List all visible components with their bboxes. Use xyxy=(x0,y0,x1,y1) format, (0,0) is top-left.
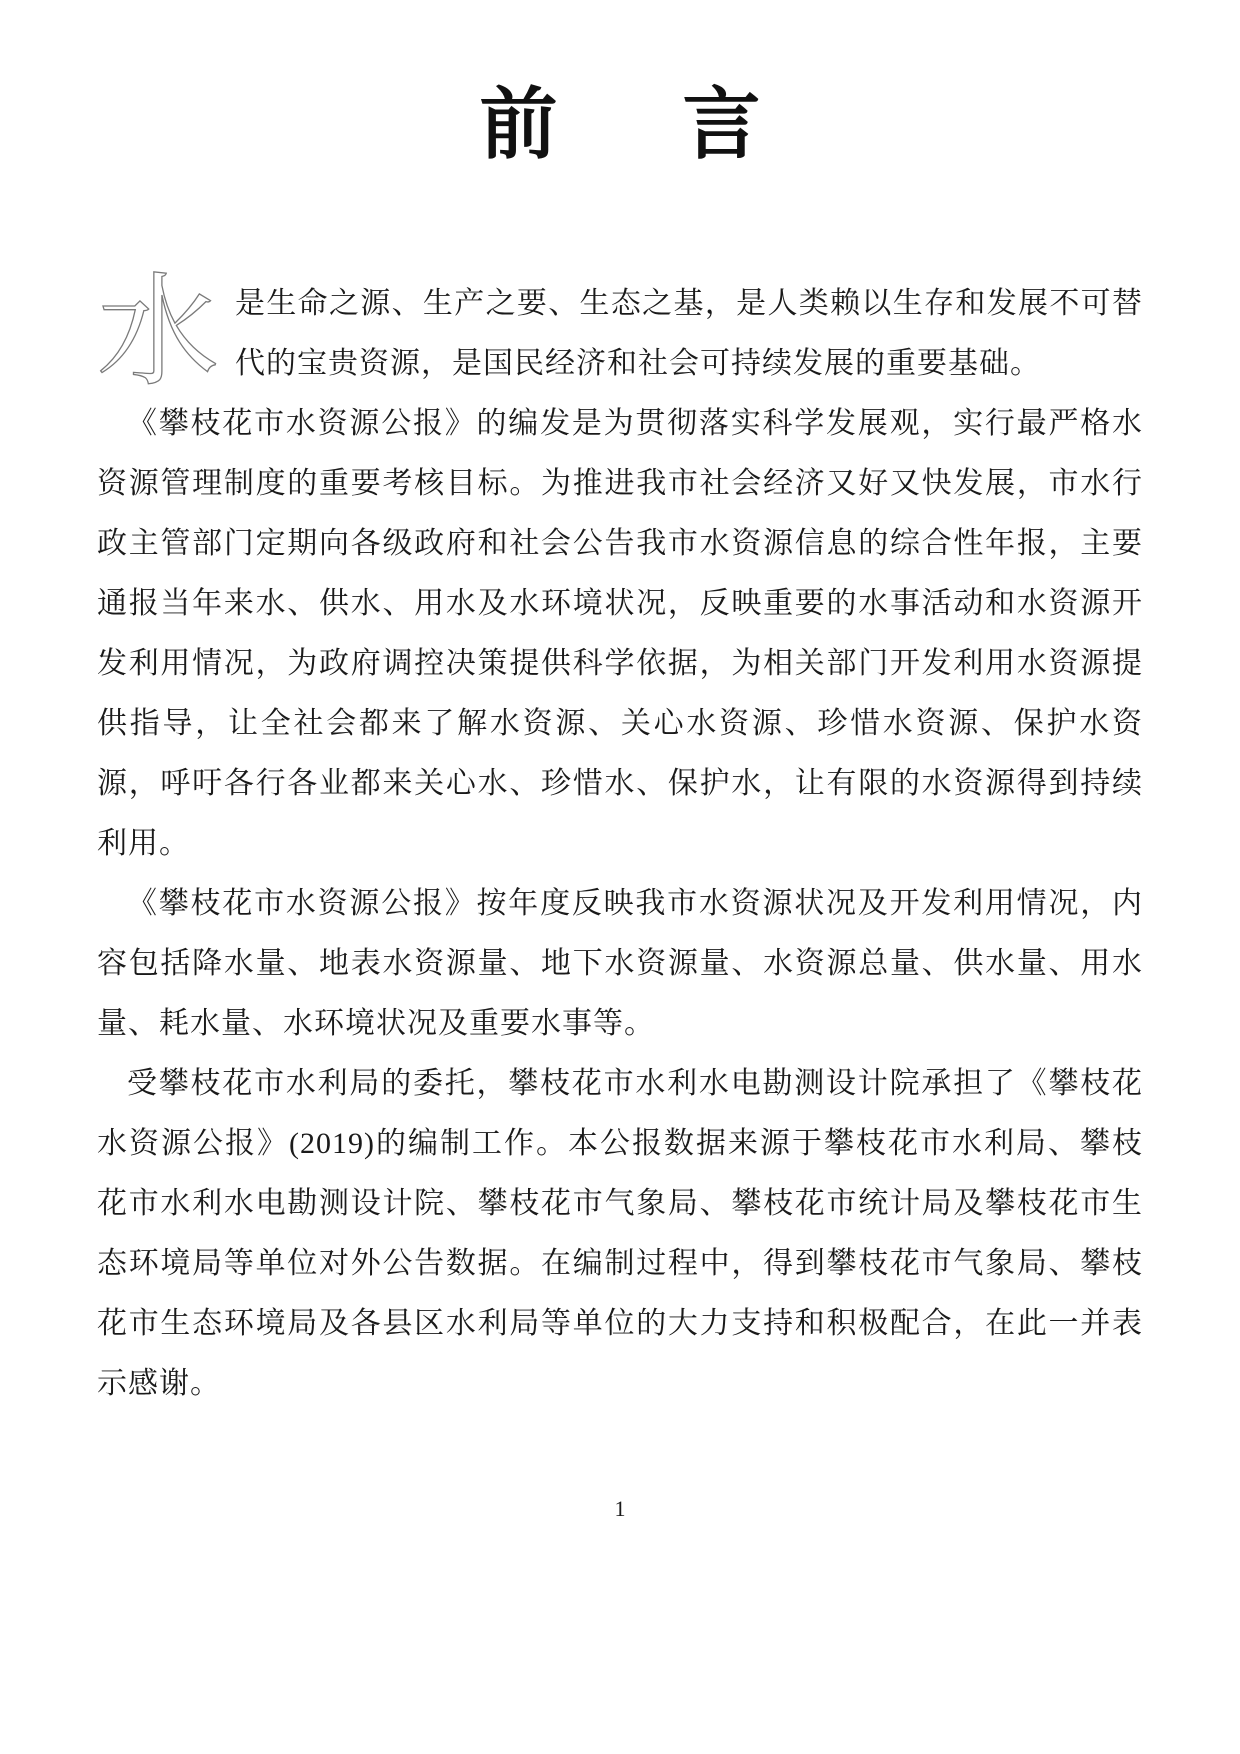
page-title-char-1: 前 xyxy=(479,81,558,168)
document-body xyxy=(97,265,1143,1414)
page-title-char-2: 言 xyxy=(682,81,761,168)
paragraph-purpose: 《攀枝花市水资源公报》的编发是为贯彻落实科学发展观，实行最严格水资源管理制度的重要考核目标。为推进我市社会经济又好又快发展，市水行政主管部门定期向各级政府和社会公告我市水资源信息的综合性年报，主要通报当年来水、供水、用水及水环境状况，反映重要的水事活动和水资源开发利用情况，为政府调控决策提供科学依据，为相关部门开发利用水资源提供指导，让全社会都来了解水资源、关心水资源、珍惜水资源、保护水资源，呼吁各行各业都来关心水、珍惜水、保护水，让有限的水资源得到持续利用。 xyxy=(97,406,1143,860)
paragraph-intro xyxy=(97,265,1143,401)
page-number: 1 xyxy=(614,1496,626,1521)
dropcap-water-character: 水 xyxy=(97,265,219,401)
paragraph-acknowledgements: 受攀枝花市水利局的委托，攀枝花市水利水电勘测设计院承担了《攀枝花水资源公报》(2019)的编制工作。本公报数据来源于攀枝花市水利局、攀枝花市水利水电勘测设计院、攀枝花市气象局、攀枝花市统计局及攀枝花市生态环境局等单位对外公告数据。在编制过程中，得到攀枝花市气象局、攀枝花市生态环境局及各县区水利局等单位的大力支持和积极配合，在此一并表示感谢。 xyxy=(97,1066,1143,1400)
paragraph-contents: 《攀枝花市水资源公报》按年度反映我市水资源状况及开发利用情况，内容包括降水量、地表水资源量、地下水资源量、水资源总量、供水量、用水量、耗水量、水环境状况及重要水事等。 xyxy=(97,886,1143,1040)
page-title xyxy=(97,80,1143,170)
paragraph-intro-text: 是生命之源、生产之要、生态之基，是人类赖以生存和发展不可替代的宝贵资源，是国民经济和社会可持续发展的重要基础。 xyxy=(235,286,1143,380)
